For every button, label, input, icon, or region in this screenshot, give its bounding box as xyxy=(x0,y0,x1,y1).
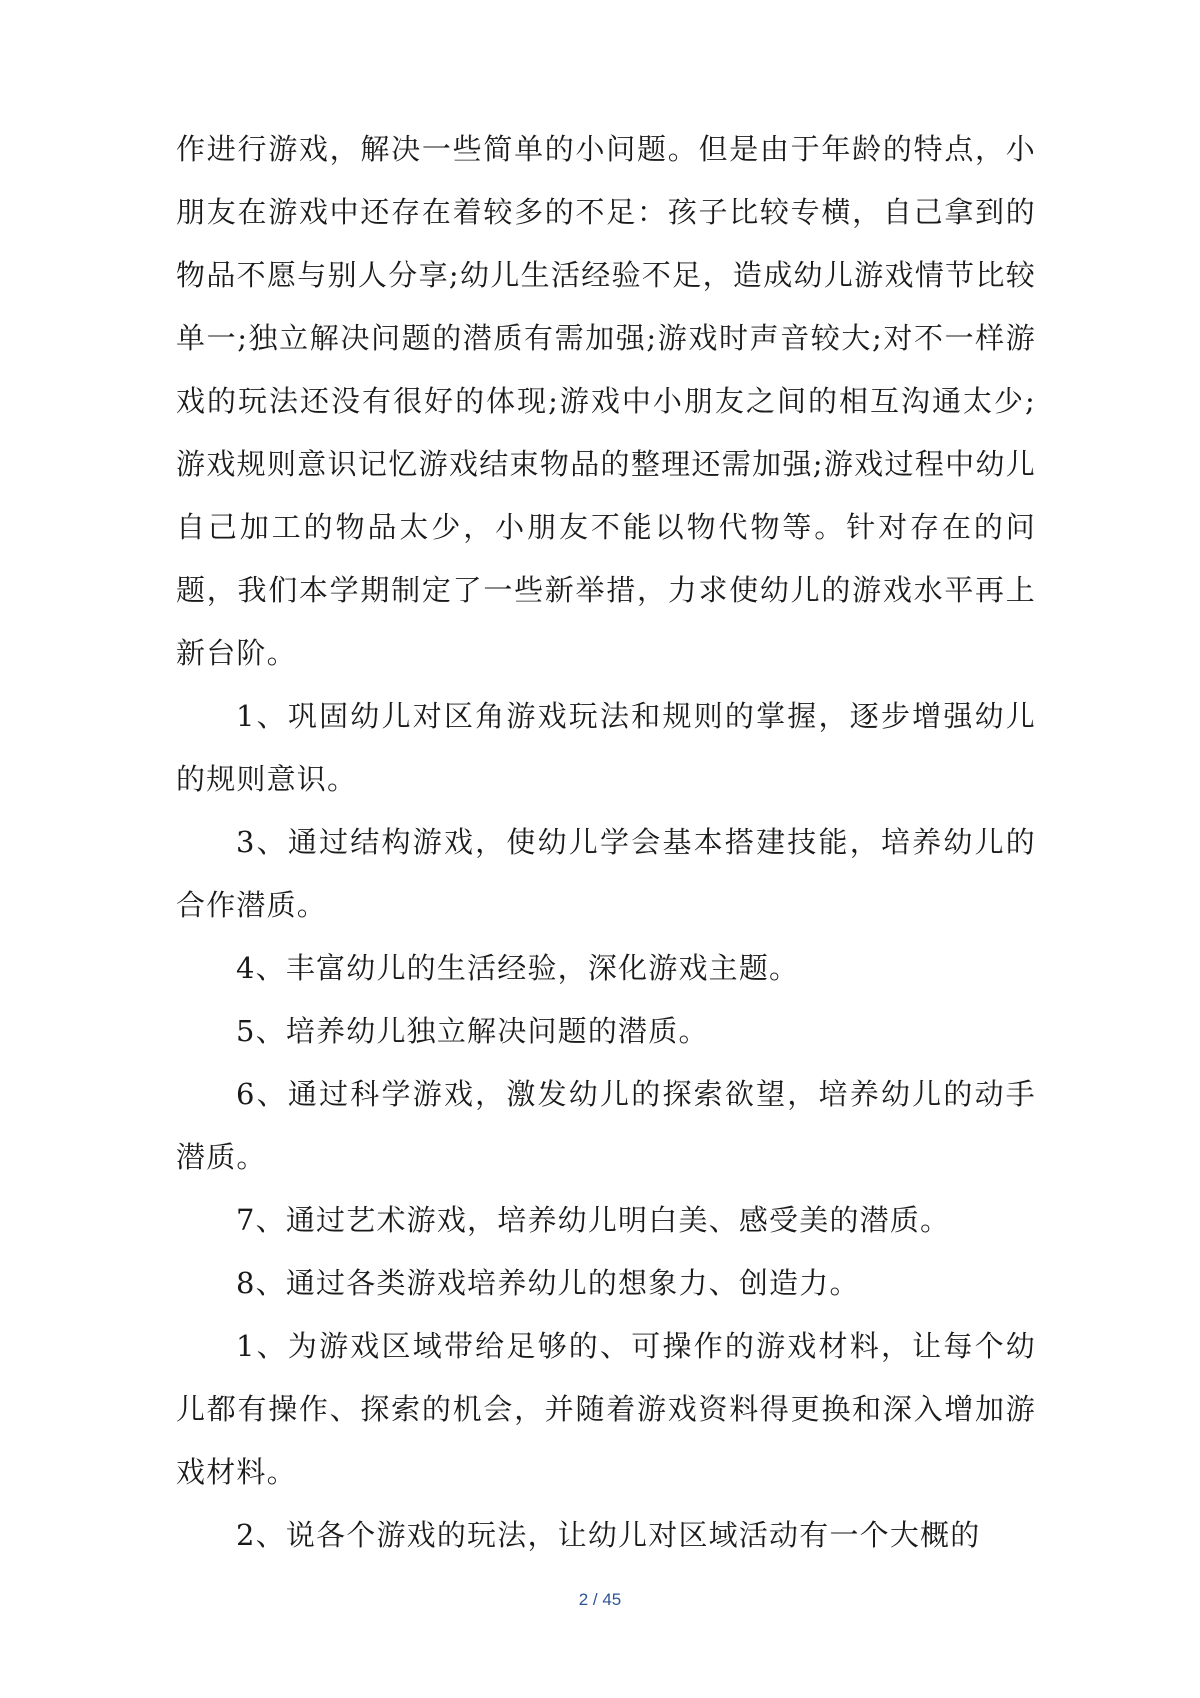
paragraph-item-5-problem-solving: 5、培养幼儿独立解决问题的潜质。 xyxy=(236,1014,709,1048)
paragraph-item-8-imagination: 8、通过各类游戏培养幼儿的想象力、创造力。 xyxy=(236,1266,860,1300)
document-body xyxy=(176,118,1036,1567)
paragraph-measure-2-gameplay: 2、说各个游戏的玩法，让幼儿对区域活动有一个大概的 xyxy=(236,1518,981,1552)
paragraph-item-6-science: 6、通过科学游戏，激发幼儿的探索欲望，培养幼儿的动手潜质。 xyxy=(176,1077,1036,1174)
paragraph-continuation: 作进行游戏，解决一些简单的小问题。但是由于年龄的特点，小朋友在游戏中还存在着较多的不足：孩子比较专横，自己拿到的物品不愿与别人分享;幼儿生活经验不足，造成幼儿游戏情节比较单一;独立解决问题的潜质有需加强;游戏时声音较大;对不一样游戏的玩法还没有很好的体现;游戏中小朋友之间的相互沟通太少;游戏规则意识记忆游戏结束物品的整理还需加强;游戏过程中幼儿自己加工的物品太少，小朋友不能以物代物等。针对存在的问题，我们本学期制定了一些新举措，力求使幼儿的游戏水平再上新台阶。 xyxy=(176,132,1036,670)
page-number: 2 / 45 xyxy=(578,1590,622,1609)
paragraph-item-4-experience: 4、丰富幼儿的生活经验，深化游戏主题。 xyxy=(236,951,800,985)
paragraph-measure-1-materials: 1、为游戏区域带给足够的、可操作的游戏材料，让每个幼儿都有操作、探索的机会，并随着游戏资料得更换和深入增加游戏材料。 xyxy=(176,1329,1036,1489)
paragraph-item-7-art: 7、通过艺术游戏，培养幼儿明白美、感受美的潜质。 xyxy=(236,1203,951,1237)
paragraph-item-3-structure: 3、通过结构游戏，使幼儿学会基本搭建技能，培养幼儿的合作潜质。 xyxy=(176,825,1036,922)
paragraph-item-1-rules: 1、巩固幼儿对区角游戏玩法和规则的掌握，逐步增强幼儿的规则意识。 xyxy=(176,699,1036,796)
